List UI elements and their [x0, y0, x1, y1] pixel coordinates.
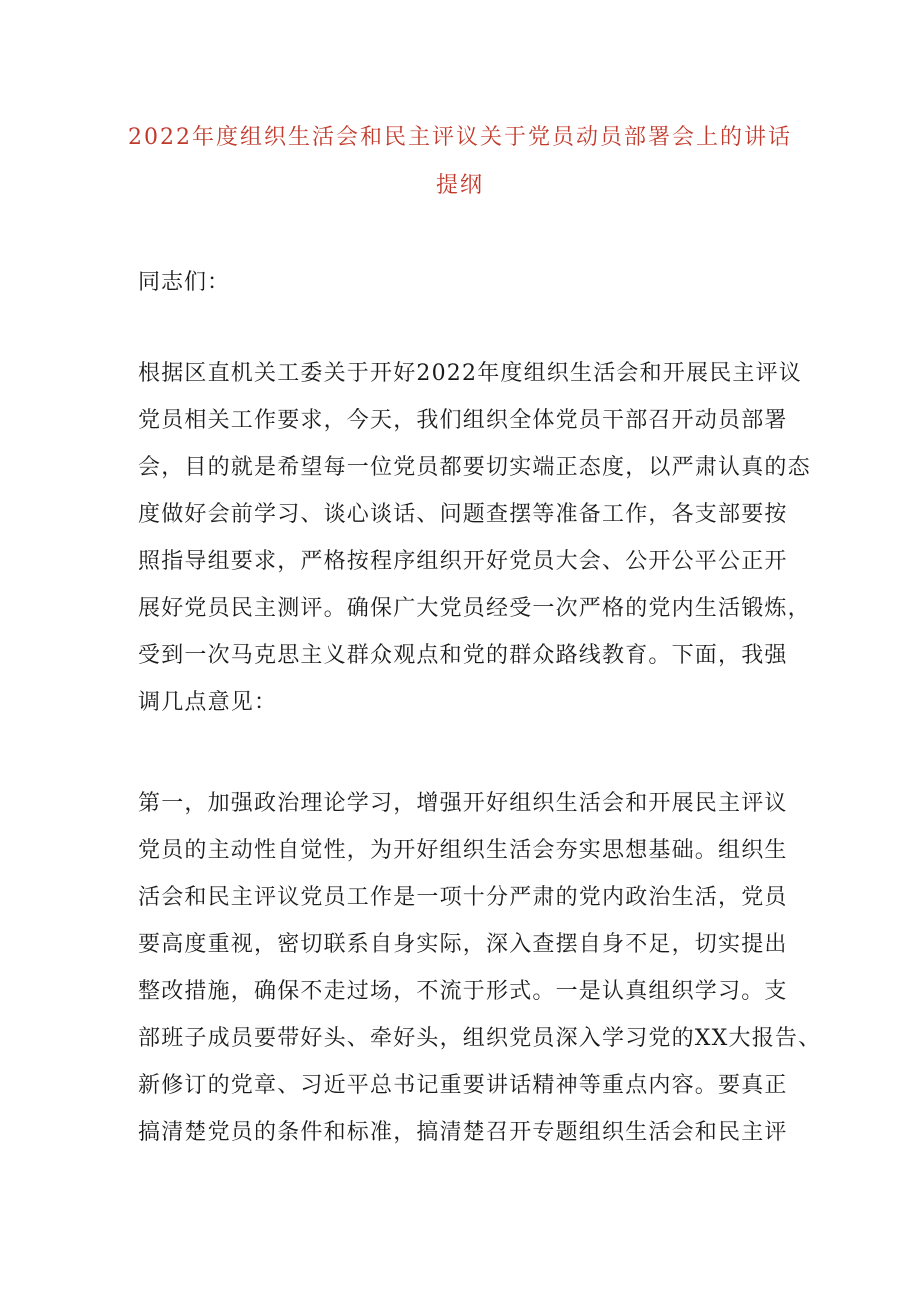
paragraph-line: 新修订的党章、习近平总书记重要讲话精神等重点内容。要真正: [138, 1073, 788, 1098]
paragraph-line: 会，目的就是希望每一位党员都要切实端正态度，以严肃认真的态: [138, 455, 811, 480]
paragraph-line: 搞清楚党员的条件和标准，搞清楚召开专题组织生活会和民主评: [138, 1120, 788, 1145]
paragraph-line: 受到一次马克思主义群众观点和党的群众路线教育。下面，我强: [138, 643, 788, 668]
salutation: 同志们：: [138, 270, 231, 295]
paragraph-line: 根据区直机关工委关于开好2022年度组织生活会和开展民主评议: [138, 361, 802, 386]
paragraph-line: 照指导组要求，严格按程序组织开好党员大会、公开公平公正开: [138, 549, 788, 574]
paragraph-1: [138, 350, 811, 726]
paragraph-line: 展好党员民主测评。确保广大党员经受一次严格的党内生活锻炼，: [138, 596, 811, 621]
document-title-line-2: 提纲: [435, 173, 484, 198]
paragraph-line: 党员的主动性自觉性，为开好组织生活会夯实思想基础。组织生: [138, 838, 788, 863]
paragraph-line: 整改措施，确保不走过场，不流于形式。一是认真组织学习。支: [138, 979, 788, 1004]
paragraph-line: 度做好会前学习、谈心谈话、问题查摆等准备工作，各支部要按: [138, 502, 788, 527]
document-title-line-1: 2022年度组织生活会和民主评议关于党员动员部署会上的讲话: [128, 125, 792, 150]
paragraph-line: 活会和民主评议党员工作是一项十分严肃的党内政治生活，党员: [138, 885, 788, 910]
paragraph-line: 党员相关工作要求，今天，我们组织全体党员干部召开动员部署: [138, 408, 788, 433]
paragraph-line: 部班子成员要带好头、牵好头，组织党员深入学习党的XX大报告、: [138, 1026, 822, 1051]
paragraph-line: 第一，加强政治理论学习，增强开好组织生活会和开展民主评议: [138, 791, 788, 816]
paragraph-line: 要高度重视，密切联系自身实际，深入查摆自身不足，切实提出: [138, 932, 788, 957]
paragraph-line: 调几点意见：: [138, 690, 278, 715]
paragraph-2: [138, 780, 822, 1156]
